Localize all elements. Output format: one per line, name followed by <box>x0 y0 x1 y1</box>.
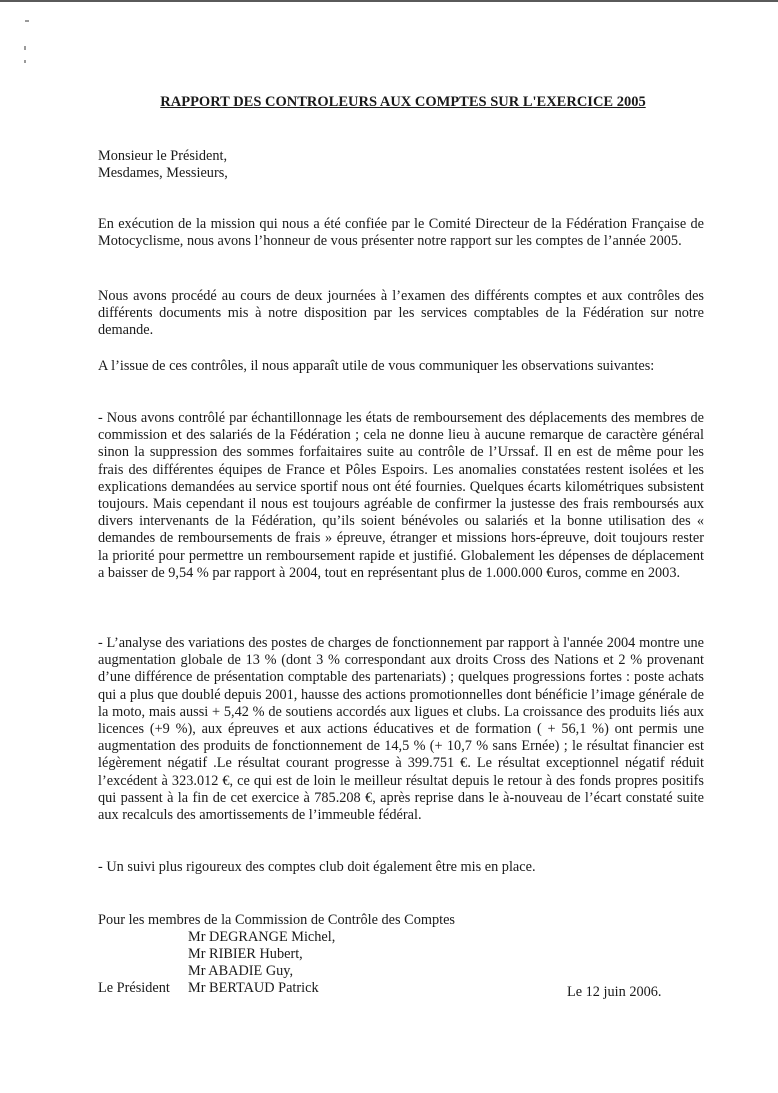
president-name: Mr BERTAUD Patrick <box>188 980 319 996</box>
paragraph-club-accounts: - Un suivi plus rigoureux des comptes club doit également être mis en place. <box>98 859 536 875</box>
document-title: RAPPORT DES CONTROLEURS AUX COMPTES SUR L'EXERCICE 2005 <box>160 94 646 110</box>
signature-member: Mr ABADIE Guy, <box>188 963 294 979</box>
paragraph-operating-charges: - L’analyse des variations des postes de charges de fonctionnement par rapport à l'année 2004 montre une augmentation globale de 13 % (dont 3 % correspondant aux droits Cross des Nations et 2 % provenant d’une différence de présentation comptable des partenariats) ; quelques progressions fortes : poste achats qui a plus que doublé depuis 2001, hausse des actions promotionnelles dont bénéficie l’image générale de la moto, mais aussi + 5,42 % de soutiens accordés aux ligues et clubs. La croissance des produits liés aux licences (+9 %), aux épreuves et aux actions éducatives et de formation ( + 56,1 %) ont permis une augmentation des produits de fonctionnement de 14,5 % (+ 10,7 % sans Ernée) ; le résultat financier est légèrement négatif .Le résultat courant progresse à 399.751 €. Le résultat exceptionnel négatif réduit l’excédent à 323.012 €, ce qui est de loin le meilleur résultat depuis le retour à des fonds propres positifs qui passent à la fin de cet exercice à 785.208 €, après reprise dans le à-nouveau de l’écart constaté suite aux recalculs des amortissements de l’immeuble fédéral. <box>98 635 704 824</box>
scan-speck <box>24 60 26 63</box>
paragraph-procedure: Nous avons procédé au cours de deux journées à l’examen des différents comptes et aux contrôles des différents documents mis à notre disposition par les services comptables de la Fédération sur notre demande. <box>98 288 704 339</box>
signature-intro: Pour les membres de la Commission de Contrôle des Comptes <box>98 912 455 928</box>
salutation-line: Monsieur le Président, <box>98 148 228 164</box>
scan-speck <box>24 46 26 50</box>
salutation <box>98 148 704 182</box>
scan-speck <box>25 20 29 22</box>
paragraph-observations-intro: A l’issue de ces contrôles, il nous apparaît utile de vous communiquer les observations suivantes: <box>98 358 655 374</box>
salutation-line: Mesdames, Messieurs, <box>98 165 228 182</box>
document-date: Le 12 juin 2006. <box>567 984 662 1000</box>
paragraph-mission: En exécution de la mission qui nous a été confiée par le Comité Directeur de la Fédération Française de Motocyclisme, nous avons l’honneur de vous présenter notre rapport sur les comptes de l’année 2005. <box>98 216 704 250</box>
president-label: Le Président <box>98 980 170 996</box>
scan-edge-line <box>0 0 778 2</box>
signature-member: Mr RIBIER Hubert, <box>188 946 303 962</box>
paragraph-travel-expenses: - Nous avons contrôlé par échantillonnage les états de remboursement des déplacements des membres de commission et des salariés de la Fédération ; cela ne donne lieu à aucune remarque de caractère général sinon la suppression des sommes forfaitaires suite au contrôle de l’Urssaf. Il en est de même pour les frais des différentes équipes de France et Pôles Espoirs. Les anomalies constatées restent isolées et les explications demandées au service sportif nous ont été fournies. Quelques écarts kilométriques subsistent toujours. Mais cependant il nous est toujours agréable de confirmer la justesse des frais remboursés aux divers intervenants de la Fédération, qu’ils soient bénévoles ou salariés et la bonne utilisation des « demandes de remboursements de frais » épreuve, étranger et missions hors-épreuve, doit toujours rester la priorité pour permettre un remboursement rapide et justifié. Globalement les dépenses de déplacement a baisser de 9,54 % par rapport à 2004, tout en représentant plus de 1.000.000 €uros, comme en 2003. <box>98 410 704 581</box>
signature-member: Mr DEGRANGE Michel, <box>188 929 336 945</box>
